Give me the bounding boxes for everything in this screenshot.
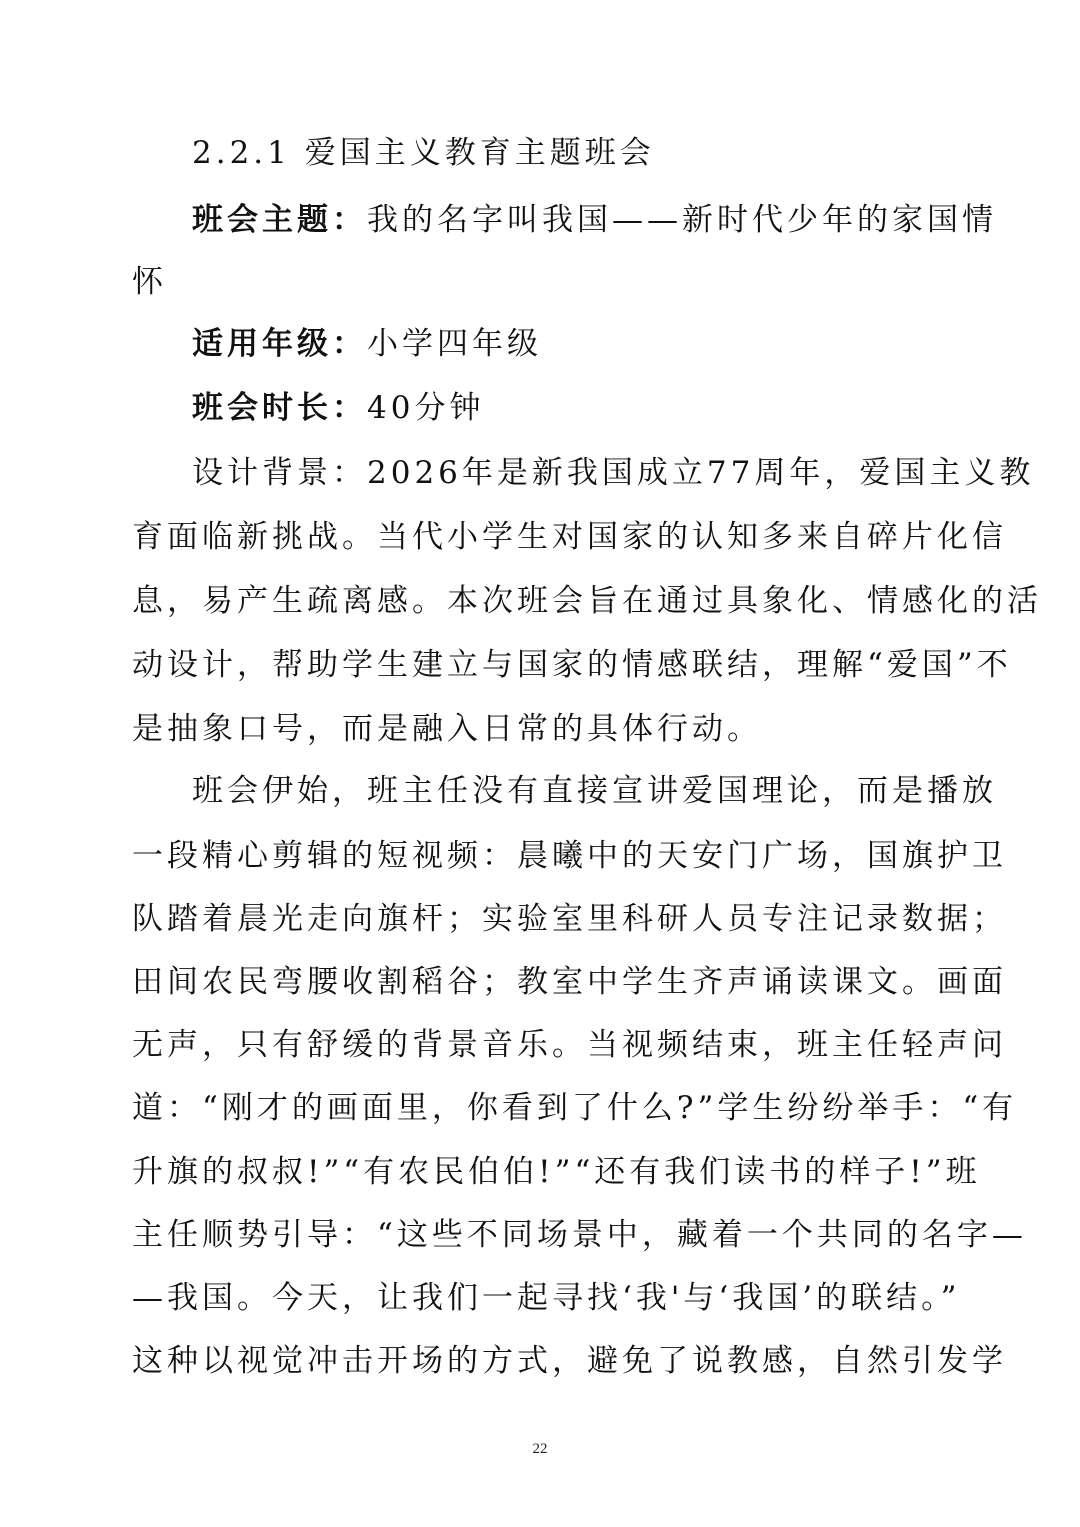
theme-value-continued: 怀 [132, 264, 167, 300]
paragraph-line: 田间农民弯腰收割稻谷；教室中学生齐声诵读课文。画面 [132, 964, 1007, 1000]
paragraph-line: 育面临新挑战。当代小学生对国家的认知多来自碎片化信 [132, 519, 1007, 555]
paragraph-line: 道：“刚才的画面里，你看到了什么?”学生纷纷举手：“有 [132, 1090, 1018, 1126]
duration-label: 班会时长： [192, 390, 367, 426]
paragraph-line: 设计背景：2026年是新我国成立77周年，爱国主义教 [192, 455, 1035, 491]
grade-row [192, 324, 947, 364]
paragraph-line: 这种以视觉冲击开场的方式，避免了说教感，自然引发学 [132, 1343, 1007, 1379]
section-heading: 2.2.1 爱国主义教育主题班会 [192, 135, 655, 171]
paragraph-line: 息，易产生疏离感。本次班会旨在通过具象化、情感化的活 [132, 583, 1042, 619]
paragraph-line: 班会伊始，班主任没有直接宣讲爱国理论，而是播放 [192, 773, 997, 809]
paragraph-line: 是抽象口号，而是融入日常的具体行动。 [132, 711, 762, 747]
duration-row [192, 388, 947, 428]
theme-row [192, 200, 997, 240]
theme-value: 我的名字叫我国——新时代少年的家国情 [367, 202, 997, 238]
paragraph-line: 升旗的叔叔!”“有农民伯伯!”“还有我们读书的样子!”班 [132, 1154, 981, 1190]
paragraph-line: 队踏着晨光走向旗杆；实验室里科研人员专注记录数据； [132, 901, 1007, 937]
page-number: 22 [532, 1441, 548, 1457]
theme-label: 班会主题： [192, 202, 367, 238]
paragraph-line: 一段精心剪辑的短视频：晨曦中的天安门广场，国旗护卫 [132, 838, 1007, 874]
duration-value: 40分钟 [367, 390, 485, 426]
grade-value: 小学四年级 [367, 326, 542, 362]
paragraph-line: 动设计，帮助学生建立与国家的情感联结，理解“爱国”不 [132, 647, 1012, 683]
paragraph-line: —我国。今天，让我们一起寻找‘我'与‘我国’的联结。” [132, 1280, 961, 1316]
grade-label: 适用年级： [192, 326, 367, 362]
paragraph-line: 主任顺势引导：“这些不同场景中，藏着一个共同的名字— [132, 1217, 1027, 1253]
paragraph-line: 无声，只有舒缓的背景音乐。当视频结束，班主任轻声问 [132, 1027, 1007, 1063]
